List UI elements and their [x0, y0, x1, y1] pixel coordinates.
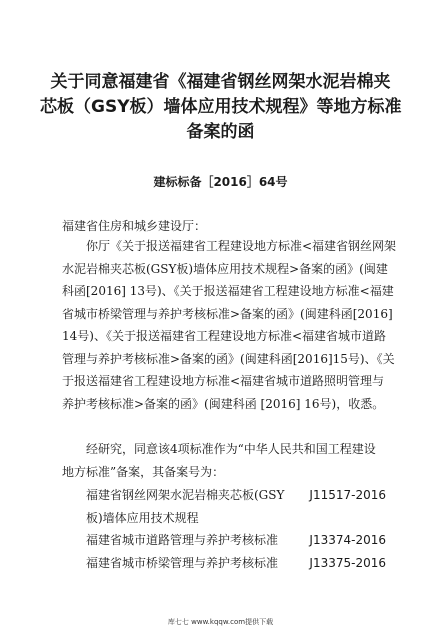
salutation: 福建省住房和城乡建设厅：	[62, 219, 207, 233]
title-line-2: 芯板（GSY板）墙体应用技术规程》等地方标准	[40, 97, 402, 117]
download-footer: 库七七 www.kqqw.com提供下载	[167, 618, 274, 626]
paragraph-line: 你厅《关于报送福建省工程建设地方标准<福建省钢丝网架	[62, 239, 397, 253]
standard-code: J11517-2016	[309, 488, 386, 502]
title-line-3: 备案的函	[186, 122, 255, 142]
standard-row	[86, 507, 386, 530]
paragraph-line: 科函[2016] 13号)、《关于报送福建省工程建设地方标准<福建	[62, 284, 394, 298]
standard-name: 福建省城市道路管理与养护考核标准	[86, 533, 279, 547]
title-line-1: 关于同意福建省《福建省钢丝网架水泥岩棉夹	[50, 72, 391, 92]
paragraph-line: 地方标准”备案，其备案号为：	[62, 464, 225, 479]
standard-name: 板)墙体应用技术规程	[86, 510, 199, 525]
standard-row	[86, 552, 386, 575]
standard-name: 福建省城市桥梁管理与养护考核标准	[86, 555, 279, 570]
document-number: 建标标备［2016］64号	[153, 175, 288, 189]
paragraph-2	[62, 438, 384, 483]
paragraph-line: 经研究，同意该4项标准作为“中华人民共和国工程建设	[62, 442, 376, 456]
paragraph-line: 水泥岩棉夹芯板(GSY板)墙体应用技术规程>备案的函》(闽建	[62, 261, 388, 276]
paragraph-line: 养护考核标准>备案的函》(闽建科函 [2016] 16号)，收悉。	[62, 396, 385, 411]
standard-row	[86, 529, 386, 552]
paragraph-line: 14号)、《关于报送福建省工程建设地方标准<福建省城市道路	[62, 329, 387, 343]
standard-code: J13375-2016	[309, 555, 386, 570]
paragraph-line: 管理与养护考核标准>备案的函》(闽建科函[2016]15号)、《关	[62, 351, 395, 366]
paragraph-line: 省城市桥梁管理与养护考核标准>备案的函》(闽建科函[2016]	[62, 306, 393, 321]
standard-name: 福建省钢丝网架水泥岩棉夹芯板(GSY	[86, 488, 285, 502]
standard-code: J13374-2016	[309, 533, 386, 547]
document-title	[40, 70, 401, 145]
paragraph-line: 于报送福建省工程建设地方标准<福建省城市道路照明管理与	[62, 374, 385, 388]
standards-list	[86, 484, 386, 574]
standard-row	[86, 484, 386, 507]
paragraph-1	[62, 235, 397, 415]
